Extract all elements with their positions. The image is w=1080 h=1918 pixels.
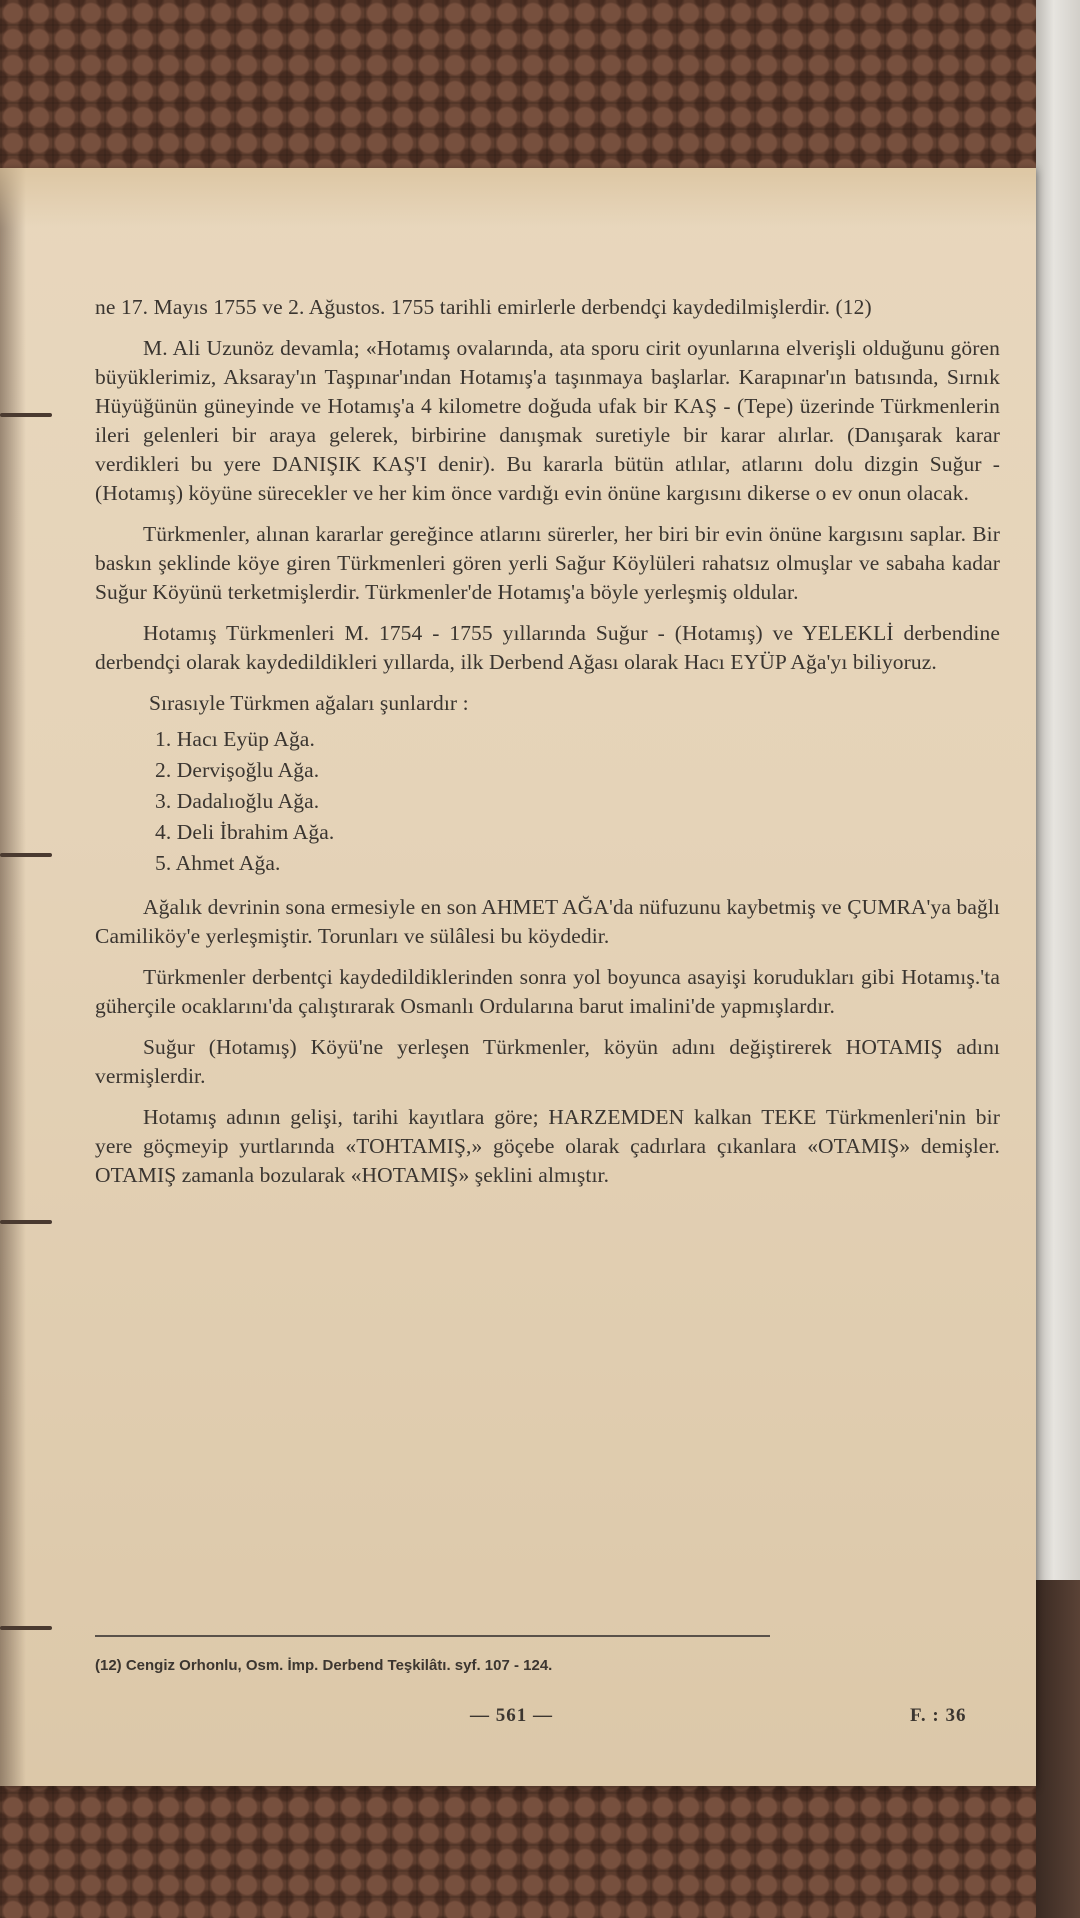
- paragraph: Hotamış Türkmenleri M. 1754 - 1755 yıllarında Suğur - (Hotamış) ve YELEKLİ derbendine derbendçi olarak kaydedildikleri yıllarda, ilk Derbend Ağası olarak Hacı EYÜP Ağa'yı biliyoruz.: [95, 621, 1000, 674]
- binding-thread-mark: [0, 1626, 52, 1630]
- list-item: 2. Dervişoğlu Ağa.: [155, 758, 320, 782]
- list-intro: Sırasıyle Türkmen ağaları şunlardır :: [149, 691, 469, 715]
- list-item: 3. Dadalıoğlu Ağa.: [155, 789, 320, 813]
- page-number: — 561 —: [470, 1705, 553, 1726]
- paragraph: Türkmenler, alınan kararlar gereğince atlarını sürerler, her biri bir evin önüne kargısını saplar. Bir baskın şeklinde köye giren Türkmenleri gören yerli Sağur Köylüleri rahatsız olmuşlar ve sabaha kadar Suğur Köyünü terketmişlerdir. Türkmenler'de Hotamış'a böyle yerleşmiş oldular.: [95, 522, 1000, 604]
- footnote-divider: [95, 1635, 770, 1637]
- signature-mark: F. : 36: [910, 1705, 967, 1726]
- paragraph: Ağalık devrinin sona ermesiyle en son AHMET AĞA'da nüfuzunu kaybetmiş ve ÇUMRA'ya bağlı Camiliköy'e yerleşmiştir. Torunları ve sülâlesi bu köydedir.: [95, 895, 1000, 948]
- paragraph: Suğur (Hotamış) Köyü'ne yerleşen Türkmenler, köyün adını değiştirerek HOTAMIŞ adını vermişlerdir.: [95, 1035, 1000, 1088]
- list-item: 4. Deli İbrahim Ağa.: [155, 820, 335, 844]
- paragraph: Türkmenler derbentçi kaydedildiklerinden sonra yol boyunca asayişi korudukları gibi Hotamış.'ta güherçile ocaklarını'da çalıştırarak Osmanlı Ordularına barut imalini'de yapmışlardır.: [95, 965, 1000, 1018]
- binding-thread-mark: [0, 413, 52, 417]
- paragraph: M. Ali Uzunöz devamla; «Hotamış ovalarında, ata sporu cirit oyunlarına elverişli olduğunu gören büyüklerimiz, Aksaray'ın Taşpınar'ından Hotamış'a taşınmaya başlarlar. Karapınar'ın batısında, Sırnık Hüyüğünün güneyinde ve Hotamış'a 4 kilometre doğuda ufak bir KAŞ - (Tepe) üzerinde Türkmenlerin ileri gelenleri bir araya gelerek, birbirine danışmak suretiyle bir karar alırlar. (Danışarak karar verdikleri bu yere DANIŞIK KAŞ'I denir). Bu kararla bütün atlılar, atlarını dolu dizgin Suğur - (Hotamış) köyüne sürecekler ve her kim önce vardığı evin önüne kargısını dikerse o ev onun olacak.: [95, 336, 1000, 505]
- agha-list: [95, 724, 1000, 879]
- footnote: (12) Cengiz Orhonlu, Osm. İmp. Derbend Teşkilâtı. syf. 107 - 124.: [95, 1657, 553, 1674]
- list-item: 5. Ahmet Ağa.: [155, 851, 281, 875]
- main-text: [95, 293, 1000, 1202]
- binding-thread-mark: [0, 853, 52, 857]
- paragraph: ne 17. Mayıs 1755 ve 2. Ağustos. 1755 tarihli emirlerle derbendçi kaydedilmişlerdir. (12): [95, 295, 872, 319]
- paragraph: Hotamış adının gelişi, tarihi kayıtlara göre; HARZEMDEN kalkan TEKE Türkmenleri'nin bir yere göçmeyip yurtlarında «TOHTAMIŞ,» göçebe olarak çadırlara çıkanlara «OTAMIŞ» demişler. OTAMIŞ zamanla bozularak «HOTAMIŞ» şeklini almıştır.: [95, 1105, 1000, 1187]
- right-edge-strip: [1036, 0, 1080, 1918]
- list-item: 1. Hacı Eyüp Ağa.: [155, 727, 315, 751]
- binding-thread-mark: [0, 1220, 52, 1224]
